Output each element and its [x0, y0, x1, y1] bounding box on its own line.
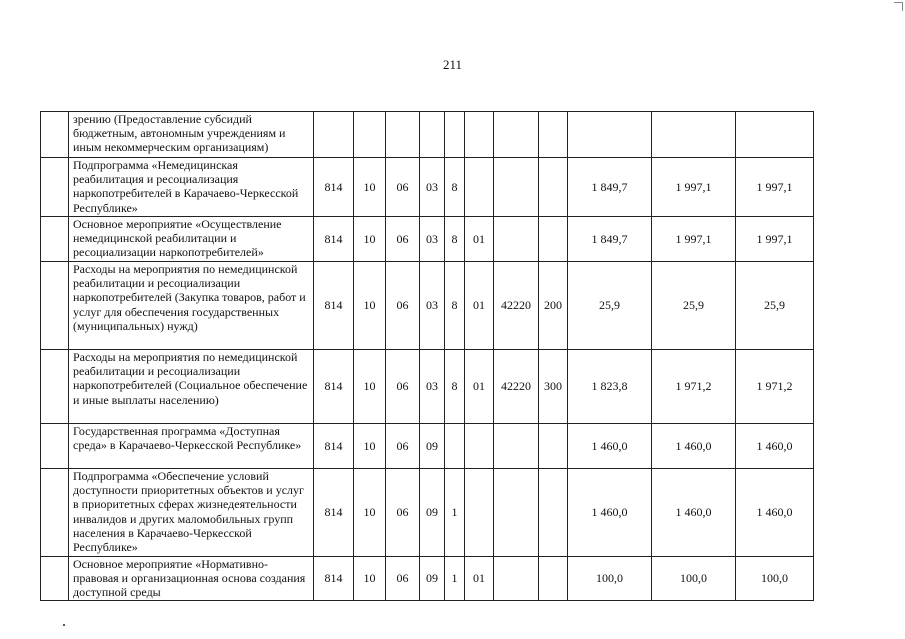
- table-row: [41, 262, 814, 350]
- row-c8-cell: [539, 424, 568, 469]
- table-row: [41, 158, 814, 217]
- row-c8-cell: [539, 217, 568, 262]
- row-name-cell: Подпрограмма «Обеспечение условий доступности приоритетных объектов и услуг в приоритетных сферах жизнедеятельности инвалидов и других маломобильных групп населения в Карачаево-Черкесской Республике»: [69, 469, 314, 557]
- row-c3-cell: 06: [386, 350, 420, 424]
- row-c6-cell: [465, 112, 494, 158]
- scan-speck: [63, 624, 65, 626]
- table-row: [41, 469, 814, 557]
- row-c1-cell: 814: [314, 469, 354, 557]
- row-v1-cell: [568, 112, 652, 158]
- row-c6-cell: 01: [465, 557, 494, 601]
- row-c4-cell: [420, 112, 445, 158]
- row-c2-cell: 10: [354, 557, 386, 601]
- row-blank-cell: [41, 217, 69, 262]
- row-c1-cell: 814: [314, 350, 354, 424]
- row-name-cell: Расходы на мероприятия по немедицинской реабилитации и ресоциализации наркопотребителей (Социальное обеспечение и иные выплаты населению): [69, 350, 314, 424]
- row-v3-cell: 1 997,1: [736, 158, 814, 217]
- row-c2-cell: 10: [354, 350, 386, 424]
- row-name-cell: Государственная программа «Доступная среда» в Карачаево-Черкесской Республике»: [69, 424, 314, 469]
- row-c6-cell: [465, 469, 494, 557]
- row-c7-cell: [494, 112, 539, 158]
- row-blank-cell: [41, 424, 69, 469]
- row-v2-cell: 100,0: [652, 557, 736, 601]
- row-c2-cell: 10: [354, 158, 386, 217]
- table-row: [41, 557, 814, 601]
- row-v1-cell: 1 849,7: [568, 217, 652, 262]
- row-blank-cell: [41, 350, 69, 424]
- row-v1-cell: 100,0: [568, 557, 652, 601]
- row-v2-cell: 25,9: [652, 262, 736, 350]
- row-c7-cell: [494, 469, 539, 557]
- row-c2-cell: 10: [354, 469, 386, 557]
- row-c4-cell: 03: [420, 158, 445, 217]
- row-v3-cell: [736, 112, 814, 158]
- row-c3-cell: 06: [386, 262, 420, 350]
- row-v3-cell: 1 460,0: [736, 469, 814, 557]
- row-v2-cell: 1 971,2: [652, 350, 736, 424]
- row-c3-cell: 06: [386, 424, 420, 469]
- row-c1-cell: [314, 112, 354, 158]
- row-v2-cell: 1 997,1: [652, 158, 736, 217]
- row-c5-cell: 8: [445, 262, 465, 350]
- row-v1-cell: 1 460,0: [568, 424, 652, 469]
- row-c3-cell: 06: [386, 217, 420, 262]
- row-c5-cell: 1: [445, 557, 465, 601]
- scan-corner-mark: [894, 2, 903, 11]
- row-c6-cell: [465, 424, 494, 469]
- row-c1-cell: 814: [314, 424, 354, 469]
- row-v2-cell: 1 997,1: [652, 217, 736, 262]
- row-v3-cell: 1 971,2: [736, 350, 814, 424]
- row-c7-cell: [494, 424, 539, 469]
- row-c8-cell: [539, 469, 568, 557]
- budget-table: [40, 111, 814, 601]
- row-c7-cell: [494, 217, 539, 262]
- row-c4-cell: 09: [420, 557, 445, 601]
- row-c6-cell: 01: [465, 217, 494, 262]
- row-v1-cell: 1 849,7: [568, 158, 652, 217]
- row-c7-cell: [494, 158, 539, 217]
- row-name-cell: зрению (Предоставление субсидий бюджетным, автономным учреждениям и иным некоммерческим организациям): [69, 112, 314, 158]
- row-name-cell: Основное мероприятие «Нормативно-правовая и организационная основа создания доступной среды: [69, 557, 314, 601]
- row-c5-cell: 1: [445, 469, 465, 557]
- row-c2-cell: 10: [354, 217, 386, 262]
- table-row: [41, 424, 814, 469]
- row-blank-cell: [41, 469, 69, 557]
- row-c8-cell: 300: [539, 350, 568, 424]
- row-c4-cell: 03: [420, 262, 445, 350]
- row-blank-cell: [41, 112, 69, 158]
- row-v1-cell: 1 823,8: [568, 350, 652, 424]
- row-c1-cell: 814: [314, 158, 354, 217]
- row-c4-cell: 03: [420, 350, 445, 424]
- row-c2-cell: [354, 112, 386, 158]
- row-c3-cell: [386, 112, 420, 158]
- row-c4-cell: 03: [420, 217, 445, 262]
- row-v3-cell: 1 460,0: [736, 424, 814, 469]
- table-row: [41, 112, 814, 158]
- row-name-cell: Подпрограмма «Немедицинская реабилитация и ресоциализация наркопотребителей в Карачаево-Черкесской Республике»: [69, 158, 314, 217]
- row-v1-cell: 25,9: [568, 262, 652, 350]
- row-v2-cell: 1 460,0: [652, 469, 736, 557]
- row-c4-cell: 09: [420, 469, 445, 557]
- row-c6-cell: 01: [465, 350, 494, 424]
- row-c3-cell: 06: [386, 469, 420, 557]
- row-name-cell: Основное мероприятие «Осуществление немедицинской реабилитации и ресоциализации наркопотребителей»: [69, 217, 314, 262]
- row-c7-cell: 42220: [494, 350, 539, 424]
- row-c8-cell: 200: [539, 262, 568, 350]
- row-c7-cell: [494, 557, 539, 601]
- row-c8-cell: [539, 112, 568, 158]
- row-c2-cell: 10: [354, 424, 386, 469]
- row-blank-cell: [41, 262, 69, 350]
- row-c5-cell: 8: [445, 158, 465, 217]
- row-c3-cell: 06: [386, 557, 420, 601]
- row-v1-cell: 1 460,0: [568, 469, 652, 557]
- row-name-cell: Расходы на мероприятия по немедицинской реабилитации и ресоциализации наркопотребителей (Закупка товаров, работ и услуг для обеспечения государственных (муниципальных) нужд): [69, 262, 314, 350]
- row-v3-cell: 100,0: [736, 557, 814, 601]
- row-c8-cell: [539, 557, 568, 601]
- row-v2-cell: 1 460,0: [652, 424, 736, 469]
- row-c3-cell: 06: [386, 158, 420, 217]
- table-row: [41, 217, 814, 262]
- row-c7-cell: 42220: [494, 262, 539, 350]
- row-c4-cell: 09: [420, 424, 445, 469]
- table-row: [41, 350, 814, 424]
- row-c6-cell: 01: [465, 262, 494, 350]
- page-number: 211: [442, 57, 463, 72]
- row-c5-cell: [445, 112, 465, 158]
- row-c1-cell: 814: [314, 557, 354, 601]
- row-c5-cell: 8: [445, 350, 465, 424]
- row-c5-cell: 8: [445, 217, 465, 262]
- row-v3-cell: 1 997,1: [736, 217, 814, 262]
- row-c6-cell: [465, 158, 494, 217]
- row-c1-cell: 814: [314, 217, 354, 262]
- row-c2-cell: 10: [354, 262, 386, 350]
- row-c5-cell: [445, 424, 465, 469]
- row-v3-cell: 25,9: [736, 262, 814, 350]
- row-v2-cell: [652, 112, 736, 158]
- row-c1-cell: 814: [314, 262, 354, 350]
- row-blank-cell: [41, 158, 69, 217]
- row-c8-cell: [539, 158, 568, 217]
- row-blank-cell: [41, 557, 69, 601]
